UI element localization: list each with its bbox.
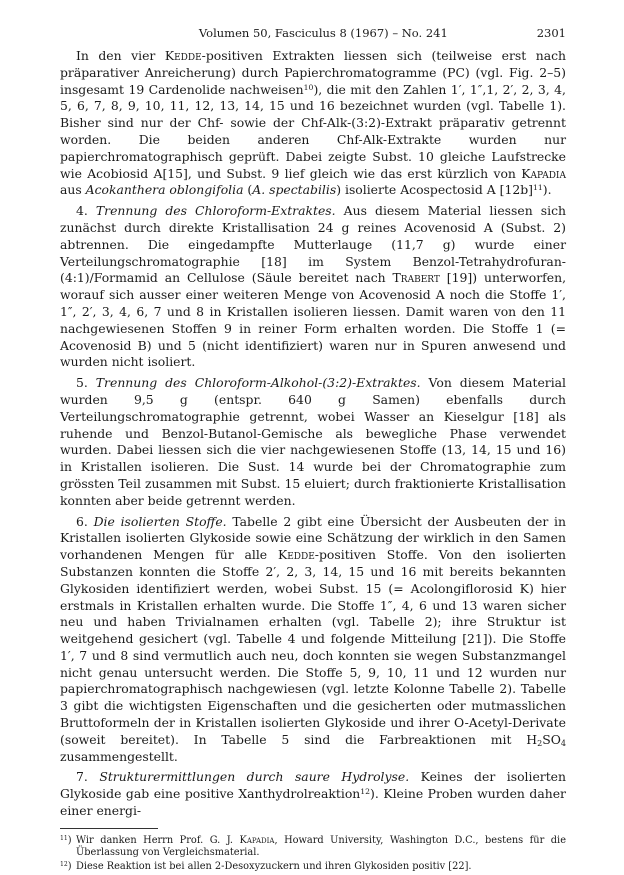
section-5-paragraph: 5. Trennung des Chloroform-Alkohol-(3:2)-Extraktes. Von diesem Material wurden 9,5 g (entspr. 640 g Samen) ebenfalls durch Verteilungschromatographie getrennt, wobei Wasser an Kieselgur [18] als ruhende und Benzol-Butanol-Gemische als bewegliche Phase verwendet wurden. Dabei liessen sich die vier nachgewiesenen Stoffe (13, 14, 15 und 16) in Kristallen isolieren. Die Sust. 14 wurde bei der Chromatographie zum grössten Teil zusammen mit Subst. 15 eluiert; durch fraktionierte Kristallisation konnten aber beide getrennt werden. — [60, 375, 567, 508]
footnote-11: $^{11}$) Wir danken Herrn Prof. G. J. Kapadia, Howard University, Washington D.C., bestens für die Überlassung von Vergleichsmaterial. — [60, 834, 566, 859]
section-5-heading: Trennung des Chloroform-Alkohol-(3:2)-Extraktes. — [95, 375, 421, 391]
section-7-paragraph: 7. Strukturermittlungen durch saure Hydrolyse. Keines der isolierten Glykoside gab eine positive Xanthydrolreaktion$^{12}$). Kleine Proben wurden daher einer energi- — [60, 769, 566, 819]
footnote-12: $^{12}$) Diese Reaktion ist bei allen 2-Desoxyzuckern und ihren Glykosiden positiv [22]. — [60, 861, 472, 873]
species-name: Acokanthera oblongifolia — [85, 182, 244, 198]
running-header — [60, 26, 566, 40]
document-page — [60, 26, 566, 875]
section-4-paragraph: 4. Trennung des Chloroform-Extraktes. Aus diesem Material liessen sich zunächst durch direkte Kristallisation 24 g reines Acovenosid A (Subst. 2) abtrennen. Die eingedampfte Mutterlauge (11,7 g) wurde einer Verteilungschromatographie [18] im System Benzol-Tetrahydrofuran-(4:1)/Formamid an Cellulose (Säule bereitet nach Trabert [19]) unterworfen, worauf sich ausser einer weiteren Menge von Acovenosid A noch die Stoffe 1′, 1″, 2′, 3, 4, 6, 7 und 8 in Kristallen isolieren liessen. Damit waren von den 11 nachgewiesenen Stoffen 9 in reiner Form erhalten worden. Die Stoffe 1 (= Acovenosid B) und 5 (nicht identifiziert) waren nur in Spuren anwesend und wurden nicht isoliert. — [60, 203, 567, 370]
author-name-kapadia: Kapadia — [521, 165, 566, 181]
running-title: Volumen 50, Fasciculus 8 (1967) – No. 241 — [198, 26, 448, 40]
footnote-divider — [60, 828, 158, 829]
author-name-kedde: Kedde — [164, 48, 202, 63]
page-number: 2301 — [536, 26, 566, 40]
species-synonym: A. spectabilis — [252, 182, 337, 198]
section-6-paragraph: 6. Die isolierten Stoffe. Tabelle 2 gibt eine Übersicht der Ausbeuten der in Kristallen isolierten Glykoside sowie eine Schätzung der wirklich in den Samen vorhandenen Mengen für alle Kedde-positiven Stoffe. Von den isolierten Substanzen konnten die Stoffe 2′, 2, 3, 14, 15 und 16 mit bereits bekannten Glykosiden identifiziert werden, wobei Subst. 15 (= Acolongiflorosid K) hier erstmals in Kristallen erhalten wurde. Die Stoffe 1″, 4, 6 und 13 waren sicher neu und haben Trivialnamen erhalten (vgl. Tabelle 2); ihre Struktur ist weitgehend gesichert (vgl. Tabelle 4 und folgende Mitteilung [21]). Die Stoffe 1′, 7 und 8 sind vermutlich auch neu, doch konnten sie wegen Substanzmangel nicht genau untersucht werden. Die Stoffe 5, 9, 10, 11 und 12 wurden nur papierchromatographisch nachgewiesen (vgl. letzte Kolonne Tabelle 2). Tabelle 3 gibt die wichtigsten Eigenschaften und die gesicherten oder mutmasslichen Bruttoformeln der in Kristallen isolierten Glykoside und ihrer O-Acetyl-Derivate (soweit bereitet). In Tabelle 5 sind die Farbreaktionen mit $H_2SO_4$ zusammengestellt. — [60, 513, 566, 764]
footnote-ref-10: 10 — [303, 82, 314, 92]
section-6-heading: Die isolierten Stoffe. — [93, 513, 227, 529]
paragraph-cardenolides: In den vier Kedde-positiven Extrakten liessen sich (teilweise erst nach präparativer Anreicherung) durch Papierchromatogramme (PC) (vgl. Fig. 2–5) insgesamt 19 Cardenolide nachweisen$^{10}$), die mit den Zahlen 1′, 1″,1, 2′, 2, 3, 4, 5, 6, 7, 8, 9, 10, 11, 12, 13, 14, 15 und 16 bezeichnet wurden (vgl. Tabelle 1). Bisher sind nur der Chf- sowie der Chf-Alk-(3:2)-Extrakt präparativ getrennt worden. Die beiden anderen Chf-Alk-Extrakte wurden nur papierchromatographisch geprüft. Dabei zeigte Subst. 10 gleiche Laufstrecke wie Acobiosid A[15], und Subst. 9 lief gleich wie das erst kürzlich von Kapadia aus Acokanthera oblongifolia (A. spectabilis) isolierte Acospectosid A $[12b]^{11}$). — [60, 48, 567, 198]
section-4-heading: Trennung des Chloroform-Extraktes. — [95, 203, 336, 219]
author-name-kedde: Kedde — [277, 547, 315, 563]
footnote-ref-11: 11 — [532, 183, 543, 193]
section-7-heading: Strukturermittlungen durch saure Hydrolyse. — [99, 769, 410, 785]
author-name-trabert: Trabert — [392, 270, 440, 286]
footnote-ref-12: 12 — [360, 787, 371, 797]
